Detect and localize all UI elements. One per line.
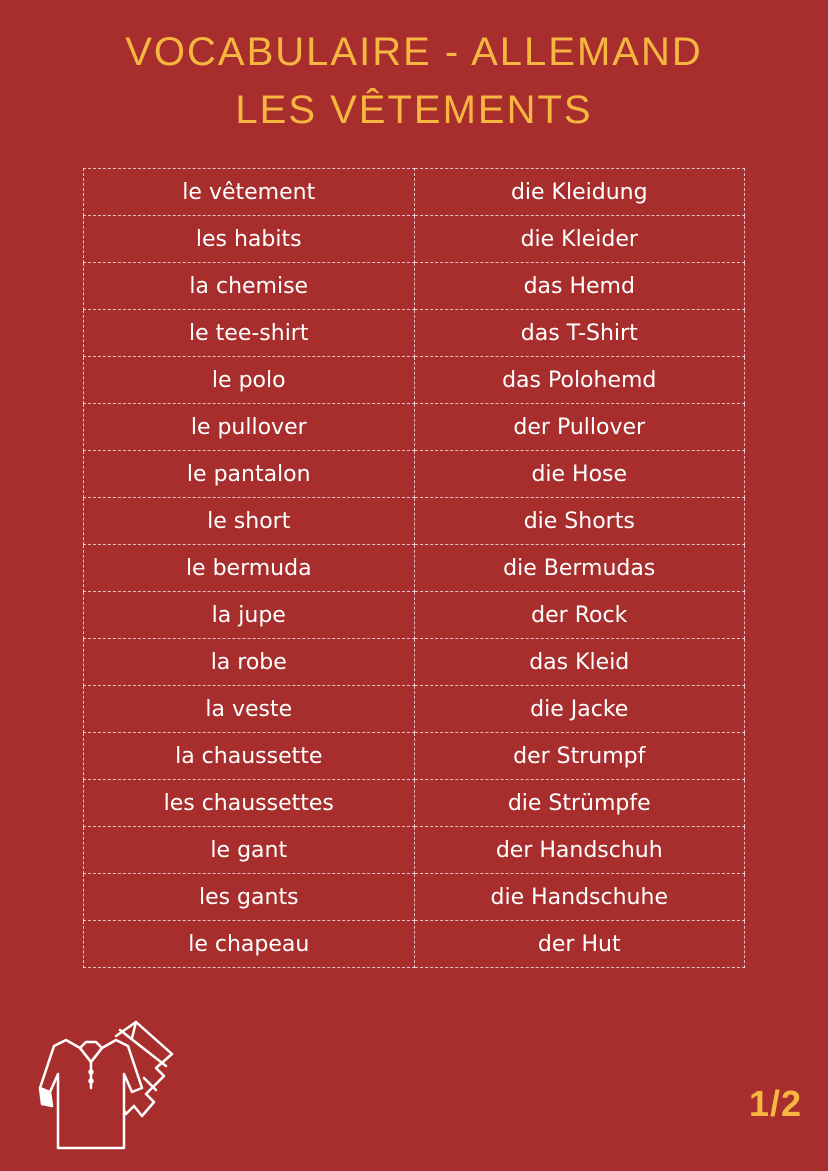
german-word: die Kleidung: [414, 169, 745, 216]
page-subtitle: LES VÊTEMENTS: [235, 88, 593, 132]
french-word: la veste: [84, 686, 415, 733]
table-row: [84, 216, 745, 263]
table-row: [84, 874, 745, 921]
french-word: le chapeau: [84, 921, 415, 968]
page-number: 1/2: [748, 1083, 802, 1124]
table-row: [84, 263, 745, 310]
german-word: das Hemd: [414, 263, 745, 310]
french-word: les habits: [84, 216, 415, 263]
table-row: [84, 639, 745, 686]
table-row: [84, 733, 745, 780]
table-row: [84, 545, 745, 592]
french-word: le bermuda: [84, 545, 415, 592]
table-row: [84, 498, 745, 545]
table-row: [84, 827, 745, 874]
french-word: le polo: [84, 357, 415, 404]
german-word: der Rock: [414, 592, 745, 639]
german-word: das Polohemd: [414, 357, 745, 404]
german-word: die Handschuhe: [414, 874, 745, 921]
german-word: der Handschuh: [414, 827, 745, 874]
french-word: le tee-shirt: [84, 310, 415, 357]
german-word: das T-Shirt: [414, 310, 745, 357]
table-row: [84, 686, 745, 733]
french-word: la chaussette: [84, 733, 415, 780]
french-word: le vêtement: [84, 169, 415, 216]
german-word: der Strumpf: [414, 733, 745, 780]
german-word: die Hose: [414, 451, 745, 498]
french-word: la chemise: [84, 263, 415, 310]
table-row: [84, 921, 745, 968]
german-word: die Kleider: [414, 216, 745, 263]
table-row: [84, 404, 745, 451]
french-word: les gants: [84, 874, 415, 921]
german-word: die Strümpfe: [414, 780, 745, 827]
german-word: die Shorts: [414, 498, 745, 545]
german-word: der Pullover: [414, 404, 745, 451]
table-row: [84, 451, 745, 498]
german-word: die Bermudas: [414, 545, 745, 592]
page-title: VOCABULAIRE - ALLEMAND: [125, 30, 703, 74]
french-word: la robe: [84, 639, 415, 686]
shirt-icon: [40, 1040, 142, 1148]
vocabulary-table: [83, 168, 745, 968]
french-word: le gant: [84, 827, 415, 874]
french-word: le short: [84, 498, 415, 545]
german-word: der Hut: [414, 921, 745, 968]
clothes-icon: [36, 1018, 178, 1158]
table-row: [84, 310, 745, 357]
table-row: [84, 357, 745, 404]
table-row: [84, 592, 745, 639]
french-word: le pullover: [84, 404, 415, 451]
table-row: [84, 169, 745, 216]
german-word: die Jacke: [414, 686, 745, 733]
french-word: les chaussettes: [84, 780, 415, 827]
french-word: la jupe: [84, 592, 415, 639]
german-word: das Kleid: [414, 639, 745, 686]
french-word: le pantalon: [84, 451, 415, 498]
table-row: [84, 780, 745, 827]
